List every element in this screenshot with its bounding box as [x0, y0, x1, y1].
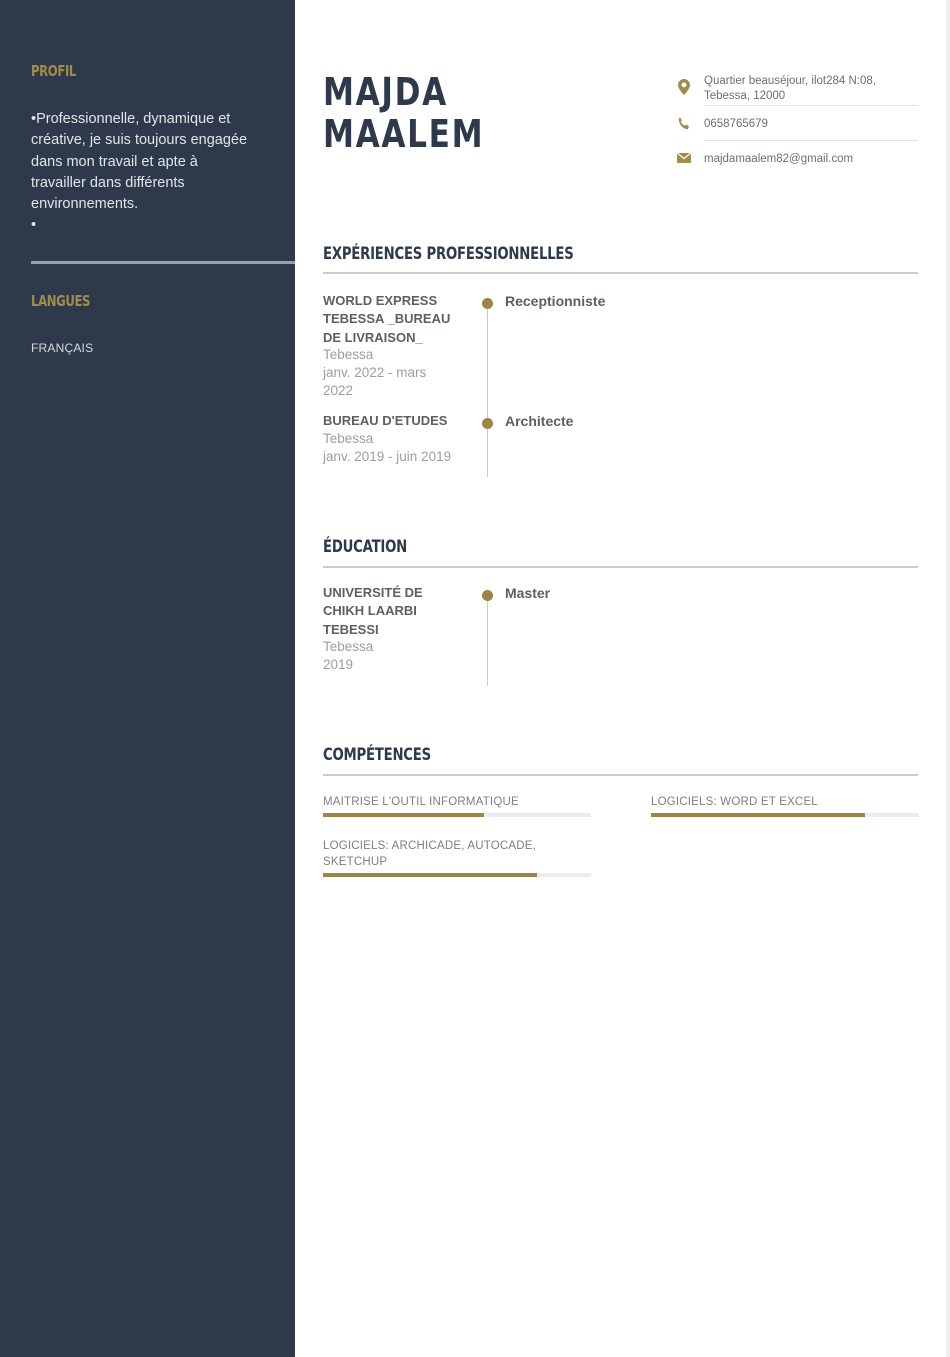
contact-divider [704, 105, 918, 106]
experience-city: Tebessa [323, 347, 374, 362]
skill-bar-fill [323, 873, 537, 877]
experience-date: janv. 2022 - mars [323, 365, 427, 380]
timeline-dot [482, 418, 493, 429]
skill-label: LOGICIELS: WORD ET EXCEL [651, 796, 818, 808]
skills-section-title: COMPÉTENCES [323, 745, 431, 765]
experience-date: janv. 2019 - juin 2019 [323, 449, 452, 464]
education-details [323, 638, 463, 674]
experience-timeline [487, 303, 488, 477]
address-line-1: Quartier beauséjour, ilot284 N:08, [704, 75, 876, 87]
experience-role: Architecte [505, 413, 574, 429]
timeline-dot [482, 590, 493, 601]
education-date: 2019 [323, 657, 354, 672]
skill-bar [323, 813, 591, 817]
phone-number: 0658765679 [704, 118, 768, 130]
experience-org [323, 412, 473, 430]
education-org [323, 584, 453, 639]
email-address: majdamaalem82@gmail.com [704, 153, 854, 165]
location-pin-icon [676, 79, 692, 95]
experience-section-title: EXPÉRIENCES PROFESSIONNELLES [323, 244, 574, 264]
skill-label: LOGICIELS: ARCHICADE, AUTOCADE, SKETCHUP [323, 840, 537, 868]
sidebar [0, 0, 295, 1357]
experience-org [323, 292, 453, 347]
education-org-line: CHIKH LAARBI [323, 603, 417, 619]
education-degree: Master [505, 585, 551, 601]
education-city: Tebessa [323, 639, 374, 654]
sidebar-divider [31, 261, 295, 264]
experience-org-line: TEBESSA _BUREAU [323, 311, 451, 327]
experience-section-rule [323, 272, 918, 274]
profile-text: •Professionnelle, dynamique et créative, je suis toujours engagée dans mon travail et apte à travailler dans différents environnements. [31, 111, 248, 213]
skill-bar [651, 813, 919, 817]
experience-date: 2022 [323, 383, 354, 398]
phone-icon [676, 116, 692, 132]
languages-heading: LANGUES [31, 292, 91, 310]
education-org-line: TEBESSI [323, 621, 379, 637]
skill-label: MAITRISE L'OUTIL INFORMATIQUE [323, 796, 519, 808]
education-timeline [487, 595, 488, 686]
skill-bar-fill [323, 813, 484, 817]
education-section-rule [323, 566, 918, 568]
experience-org-line: WORLD EXPRESS [323, 293, 438, 308]
address-line-2: Tebessa, 12000 [704, 90, 786, 102]
experience-details [323, 430, 473, 466]
education-org-line: UNIVERSITÉ DE [323, 585, 423, 600]
experience-org-line: BUREAU D'ETUDES [323, 413, 448, 428]
profile-bullet: • [31, 217, 37, 233]
experience-org-line: DE LIVRAISON_ [323, 329, 423, 345]
page-edge [946, 0, 950, 1357]
contact-divider [704, 140, 918, 141]
first-name: MAJDA [323, 70, 448, 114]
skills-section-rule [323, 774, 918, 776]
last-name: MAALEM [323, 112, 485, 156]
education-section-title: ÉDUCATION [323, 537, 408, 557]
experience-details [323, 346, 463, 400]
envelope-icon [676, 150, 692, 166]
skill-bar [323, 873, 591, 877]
experience-role: Receptionniste [505, 293, 606, 309]
skill-bar-fill [651, 813, 865, 817]
timeline-dot [482, 298, 493, 309]
language-item: FRANÇAIS [31, 341, 94, 355]
profile-heading: PROFIL [31, 62, 76, 80]
experience-city: Tebessa [323, 431, 374, 446]
